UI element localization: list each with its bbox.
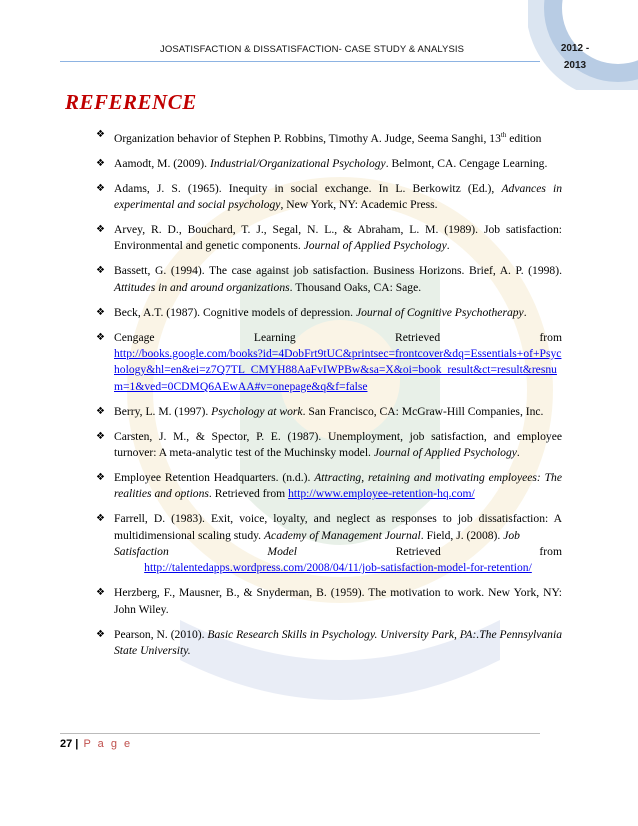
reference-item-cengage: [96, 330, 562, 396]
diamond-bullet-icon: ❖: [96, 223, 105, 235]
reference-item-bassett: ❖ Bassett, G. (1994). The case against job satisfaction. Business Horizons. Brief, A. P. (1998). Attitudes in and around organizations. Thousand Oaks, CA: Sage.: [96, 264, 562, 294]
diamond-bullet-icon: ❖: [96, 430, 105, 442]
diamond-bullet-icon: ❖: [96, 405, 105, 417]
reference-item-berry: ❖ Berry, L. M. (1997). Psychology at work. San Francisco, CA: McGraw-Hill Companies, Inc.: [96, 404, 562, 420]
diamond-bullet-icon: ❖: [96, 265, 105, 277]
reference-item-herzberg: ❖ Herzberg, F., Mausner, B., & Snyderman, B. (1959). The motivation to work. New York, NY: John Wiley.: [96, 586, 562, 616]
diamond-bullet-icon: ❖: [96, 513, 105, 525]
document-header-title: JOSATISFACTION & DISSATISFACTION- CASE STUDY & ANALYSIS: [160, 44, 465, 55]
year-badge: [544, 40, 606, 74]
diamond-bullet-icon: ❖: [96, 157, 105, 169]
diamond-bullet-icon: ❖: [96, 129, 105, 140]
header-rule: [60, 61, 540, 62]
reference-list: [96, 127, 562, 668]
reference-item-beck: ❖ Beck, A.T. (1987). Cognitive models of depression. Journal of Cognitive Psychotherapy.: [96, 305, 562, 321]
footer-separator: |: [72, 738, 82, 750]
employee-retention-link[interactable]: http://www.employee-retention-hq.com/: [288, 487, 475, 501]
talentedapps-link[interactable]: http://talentedapps.wordpress.com/2008/04/11/job-satisfaction-model-for-retention/: [144, 561, 532, 575]
reference-item-pearson: ❖ Pearson, N. (2010). Basic Research Skills in Psychology. University Park, PA:.The Pennsylvania State University.: [96, 627, 562, 658]
spread-line: Satisfaction Model Retrieved from: [114, 544, 562, 558]
diamond-bullet-icon: ❖: [96, 306, 105, 318]
google-books-link[interactable]: http://books.google.com/books?id=4DobFrt9tUC&printsec=frontcover&dq=Essentials+of+Psychology&hl=en&ei=z7Q7TL_CMYH88AaFvIWPBw&sa=X&oi=book_result&ct=result&resnum=1&ved=0CDMQ6AEwAA#v=onepage&q&f=false: [114, 346, 562, 393]
diamond-bullet-icon: ❖: [96, 182, 105, 194]
diamond-bullet-icon: ❖: [96, 628, 105, 640]
reference-item-farrell: ❖ Farrell, D. (1983). Exit, voice, loyalty, and neglect as responses to job dissatisfaction: A multidimensional scaling study. Academy of Management Journal. Field, J. (2008). Job Satisfaction Model Retrieved from http://talentedapps.wordpress.com/2008/04/11/job-satisfaction-model-for-retention/: [96, 511, 562, 577]
diamond-bullet-icon: ❖: [96, 587, 105, 599]
footer-rule: [60, 733, 540, 734]
spread-line: Cengage Learning Retrieved from: [114, 330, 562, 344]
reference-heading: REFERENCE: [65, 90, 197, 114]
reference-item-aamodt: ❖ Aamodt, M. (2009). Industrial/Organizational Psychology. Belmont, CA. Cengage Learning.: [96, 156, 562, 172]
page-label: P a g e: [83, 738, 133, 750]
reference-item-arvey: ❖ Arvey, R. D., Bouchard, T. J., Segal, N. L., & Abraham, L. M. (1989). Job satisfaction: Environmental and genetic components. Journal of Applied Psychology.: [96, 222, 562, 253]
reference-item-employee-retention: ❖ Employee Retention Headquarters. (n.d.). Attracting, retaining and motivating employees: The realities and options. Retrieved from http://www.employee-retention-hq.com/: [96, 470, 563, 501]
reference-item-robbins: ❖ Organization behavior of Stephen P. Robbins, Timothy A. Judge, Seema Sanghi, 13th edition: [96, 129, 542, 145]
year-line-2: 2013: [563, 60, 587, 71]
reference-item-carsten: ❖ Carsten, J. M., & Spector, P. E. (1987). Unemployment, job satisfaction, and employee turnover: A meta-analytic test of the Muchinsky model. Journal of Applied Psychology.: [96, 429, 562, 459]
page-number: 27: [60, 738, 73, 750]
diamond-bullet-icon: ❖: [96, 331, 105, 343]
page-footer: [60, 738, 132, 750]
year-line-1: 2012 -: [560, 43, 590, 54]
reference-item-adams: ❖ Adams, J. S. (1965). Inequity in social exchange. In L. Berkowitz (Ed.), Advances in experimental and social psychology, New York, NY: Academic Press.: [96, 181, 562, 212]
diamond-bullet-icon: ❖: [96, 471, 105, 483]
